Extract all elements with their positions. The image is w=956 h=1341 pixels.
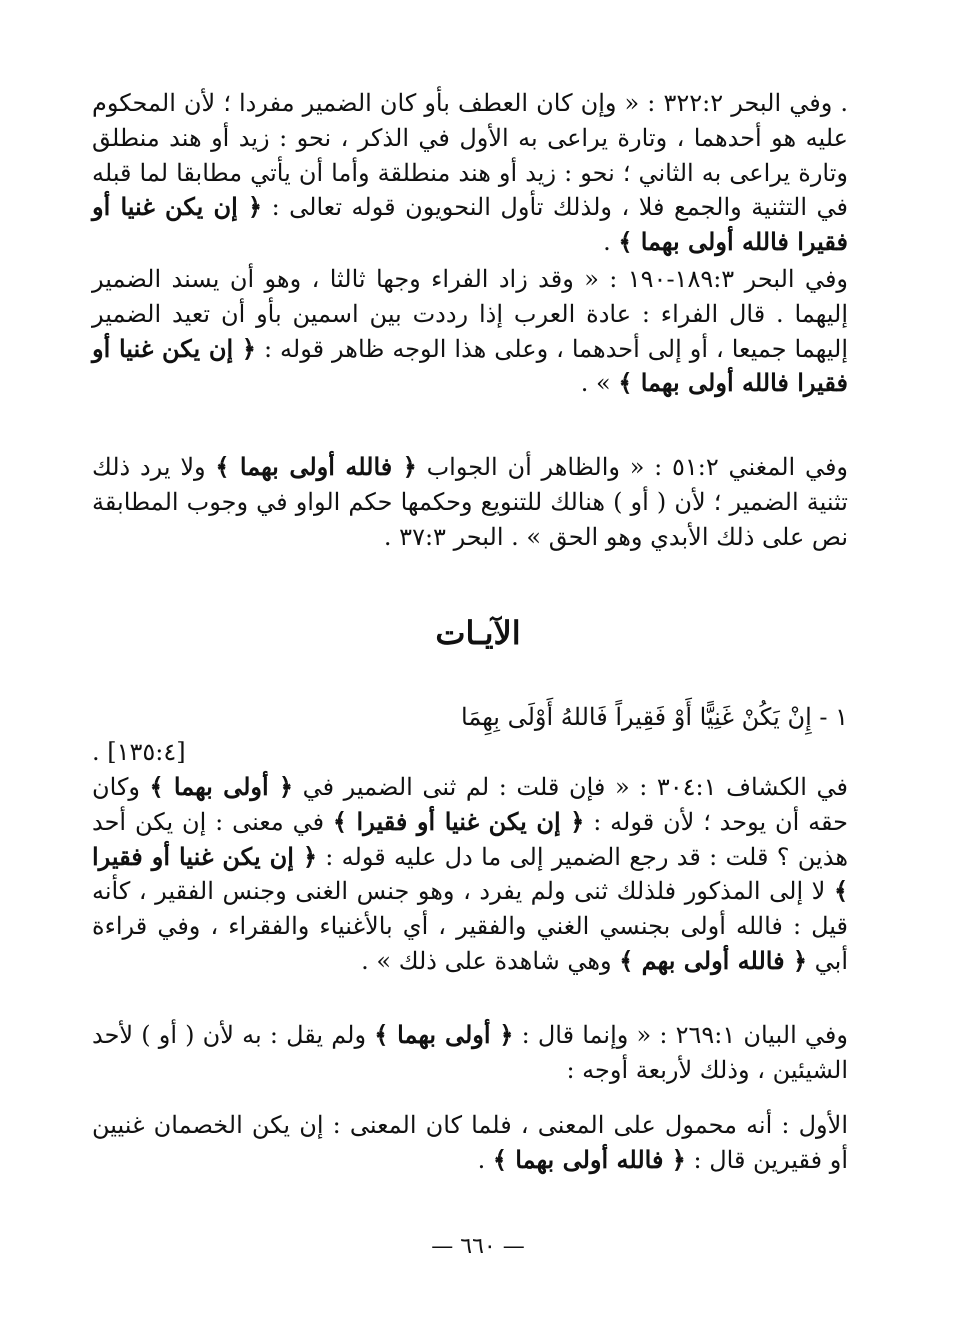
text: وفي البحر ١٨٩:٣-١٩٠ : « وقد زاد الفراء وجها ثالثا ، وهو أن يسند الضمير إليهما . قال الفراء : عادة العرب إذا رددت بين اسمين بأو أن تعيد الضمير إليهما جميعا ، أو إلى أحدهما ، وعلى هذا الوجه ظاهر قوله : <box>92 265 848 363</box>
text: . وفي البحر ٣٢٢:٢ : « وإن كان العطف بأو كان الضمير مفردا ؛ لأن المحكوم عليه هو أحدهما ، وتارة يراعى به الأول في الذكر ، نحو : زيد أو هند منطلق وتارة يراعى به الثاني ؛ نحو : زيد أو هند منطلقة وأما أن يأتي مطابقا لما قبله في التثنية والجمع فلا ، ولذلك تأول النحويون قوله تعالى : <box>92 89 849 222</box>
quran-quote: ﴿ فالله أولى بهما ﴾ <box>492 1144 686 1174</box>
quran-quote: ﴿ أولى بهما ﴾ <box>374 1020 514 1049</box>
text: وهي شاهدة على ذلك » . <box>361 946 620 975</box>
text: في الكشاف ٣٠٤:١ : « فإن قلت : لم ثنى الضمير في <box>293 773 848 801</box>
text: » . <box>580 369 619 398</box>
paragraph-bahr-2 <box>92 262 848 401</box>
text: . <box>603 228 619 257</box>
text: الأول : أنه محمول على المعنى ، فلما كان المعنى : إن يكن الخصمان غنيين أو فقيرين قال : <box>92 1111 848 1174</box>
paragraph-bahr-1 <box>92 86 848 260</box>
text: . <box>477 1145 493 1174</box>
quran-quote: ﴿ فالله أولى بهم ﴾ <box>619 945 808 975</box>
text: وفي المغني ٥١:٢ : « والظاهر أن الجواب <box>416 453 849 481</box>
text: وفي البيان ٢٦٩:١ : « وإنما قال : <box>513 1021 848 1049</box>
paragraph-bayan <box>92 1018 848 1088</box>
verse-reference: [١٣٥:٤] . <box>92 737 186 766</box>
section-heading: الآيـات <box>435 614 521 652</box>
text: ولا يرد ذلك تثنية الضمير ؛ لأن ( أو ) هنالك للتنويع وحكمها حكم الواو في وجوب المطابقة نص على ذلك الأبدي وهو الحق » . البحر ٣٧:٣ . <box>92 453 848 551</box>
quran-quote: ﴿ فالله أولى بهما ﴾ <box>215 452 417 481</box>
verse-text: ١ - إِنْ يَكُنْ غَنِيًّا أَوْ فَقِيراً فَاللهُ أَوْلَى بِهِمَا <box>461 703 848 731</box>
text: وكان حقه أن يوحد ؛ لأن قوله : <box>92 773 849 836</box>
text: لا إلى المذكور فلذلك ثنى ولم يفرد ، وهو جنس الغنى وجنس الفقير ، كأنه قيل : فالله أولى بجنسي الغني والفقير ، أي بالأغنياء والفقراء ، وفي قراءة أبي <box>92 877 848 975</box>
page-number: — ٦٦٠ — <box>431 1234 525 1259</box>
paragraph-kashshaf <box>92 770 848 979</box>
quran-quote: ﴿ إن يكن غنيا أو فقيرا ﴾ <box>92 841 848 906</box>
quran-quote: ﴿ إن يكن غنيا أو فقيرا فالله أولى بهما ﴾ <box>92 333 848 398</box>
paragraph-first-reason <box>92 1108 848 1178</box>
paragraph-mughni <box>92 450 848 554</box>
quran-quote: ﴿ إن يكن غنيا أو فقيرا فالله أولى بهما ﴾ <box>92 192 848 257</box>
quran-quote: ﴿ إن يكن غنيا أو فقيرا ﴾ <box>332 806 585 836</box>
text: ولم يقل : به لأن ( أو ) لأحد الشيئين ، وذلك لأربعة أوجه : <box>92 1021 848 1084</box>
verse-block <box>92 700 848 770</box>
text: في معنى : إن يكن أحد هذين ؟ قلت : قد رجع الضمير إلى ما دل عليه قوله : <box>92 807 848 871</box>
quran-quote: ﴿ أولى بهما ﴾ <box>149 772 294 801</box>
